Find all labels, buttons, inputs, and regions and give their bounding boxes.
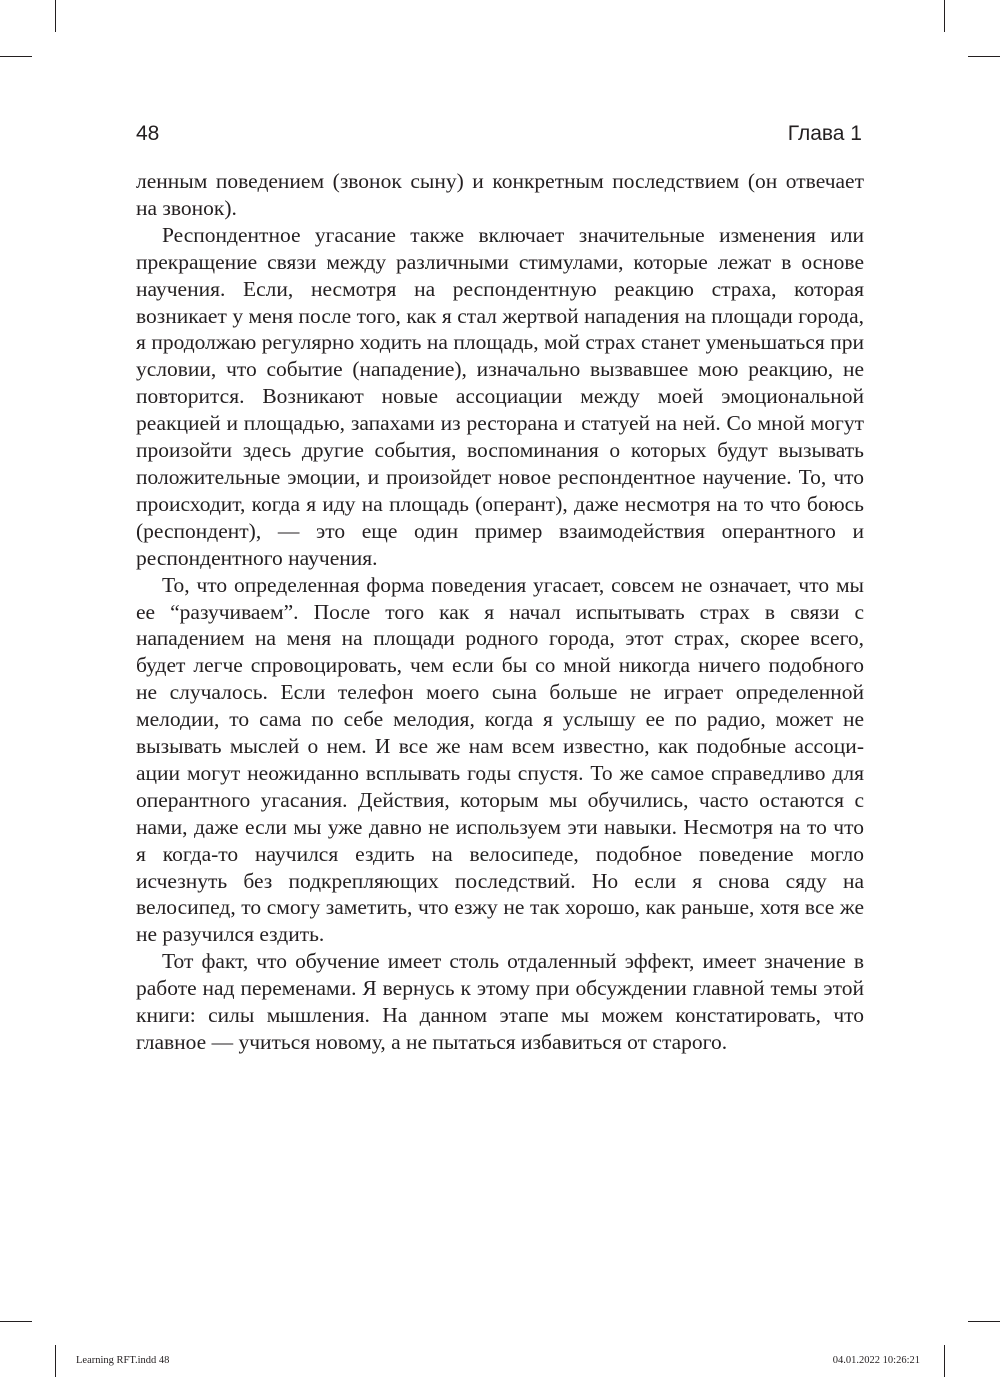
- slug-datetime: 04.01.2022 10:26:21: [832, 1355, 920, 1366]
- crop-mark-top-left: [55, 0, 56, 32]
- body-text: [136, 168, 864, 1056]
- paragraph: Респондентное угасание также включает значительные изменения или прекращение связи между различными стимулами, которые лежат в основе научения. Если, несмотря на респондентную реакцию страха, которая возникает у меня после того, как я стал жертвой нападения на площади города, я продолжаю регулярно ходить на площадь, мой страх станет уменьшаться при условии, что событие (нападение), изначально вызвавшее мою реакцию, не повторится. Возникают новые ассоциации между моей эмоциональной реакцией и площадью, запахами из ресторана и статуей на ней. Со мной могут произойти здесь другие события, воспоминания о которых будут вызывать положительные эмоции, и произойдет новое респондентное научение. То, что происходит, когда я иду на площадь (оперант), даже несмотря на то что боюсь (респондент), — это еще один пример взаимодействия оперантного и респондентного научения.: [136, 222, 864, 570]
- running-head: [136, 122, 864, 152]
- crop-mark-top-right: [944, 0, 945, 32]
- paragraph: ленным поведением (звонок сыну) и конкретным последствием (он отвечает на звонок).: [136, 169, 864, 220]
- crop-mark-top-left-horizontal: [0, 56, 32, 57]
- chapter-label: Глава 1: [787, 122, 862, 145]
- crop-mark-bottom-left-horizontal: [0, 1321, 32, 1322]
- crop-mark-bottom-right-horizontal: [968, 1321, 1000, 1322]
- paragraph: Тот факт, что обучение имеет столь отдаленный эффект, имеет значение в работе над переменами. Я вернусь к этому при обсуждении главной темы этой книги: силы мышления. На данном этапе мы можем констатировать, что главное — учиться новому, а не пытаться избавиться от старого.: [136, 949, 864, 1054]
- crop-mark-bottom-right: [944, 1345, 945, 1377]
- crop-mark-bottom-left: [55, 1345, 56, 1377]
- crop-mark-top-right-horizontal: [968, 56, 1000, 57]
- paragraph: То, что определенная форма поведения угасает, совсем не означает, что мы ее “разучиваем”. После того как я начал испытывать страх в связи с нападением на меня на площади родного города, этот страх, скорее всего, будет легче спровоцировать, чем если бы со мной никогда ничего подобного не случалось. Если телефон моего сына больше не играет определенной мелодии, то сама по себе мелодия, когда я услышу ее по радио, может не вызывать мыслей о нем. И все же нам всем известно, как подобные ассоциации могут неожиданно всплывать годы спустя. То же самое справедливо для оперантного угасания. Действия, которым мы обучились, часто остаются с нами, даже если мы уже давно не используем эти навыки. Несмотря на то что я когда-то научился ездить на велосипеде, подобное поведение могло исчезнуть без подкрепляющих последствий. Но если я снова сяду на велосипед, то смогу заметить, что езжу не так хорошо, как раньше, хотя все же не разучился ездить.: [136, 572, 864, 947]
- page-number: 48: [136, 122, 160, 145]
- slug-file-name: Learning RFT.indd 48: [76, 1355, 170, 1366]
